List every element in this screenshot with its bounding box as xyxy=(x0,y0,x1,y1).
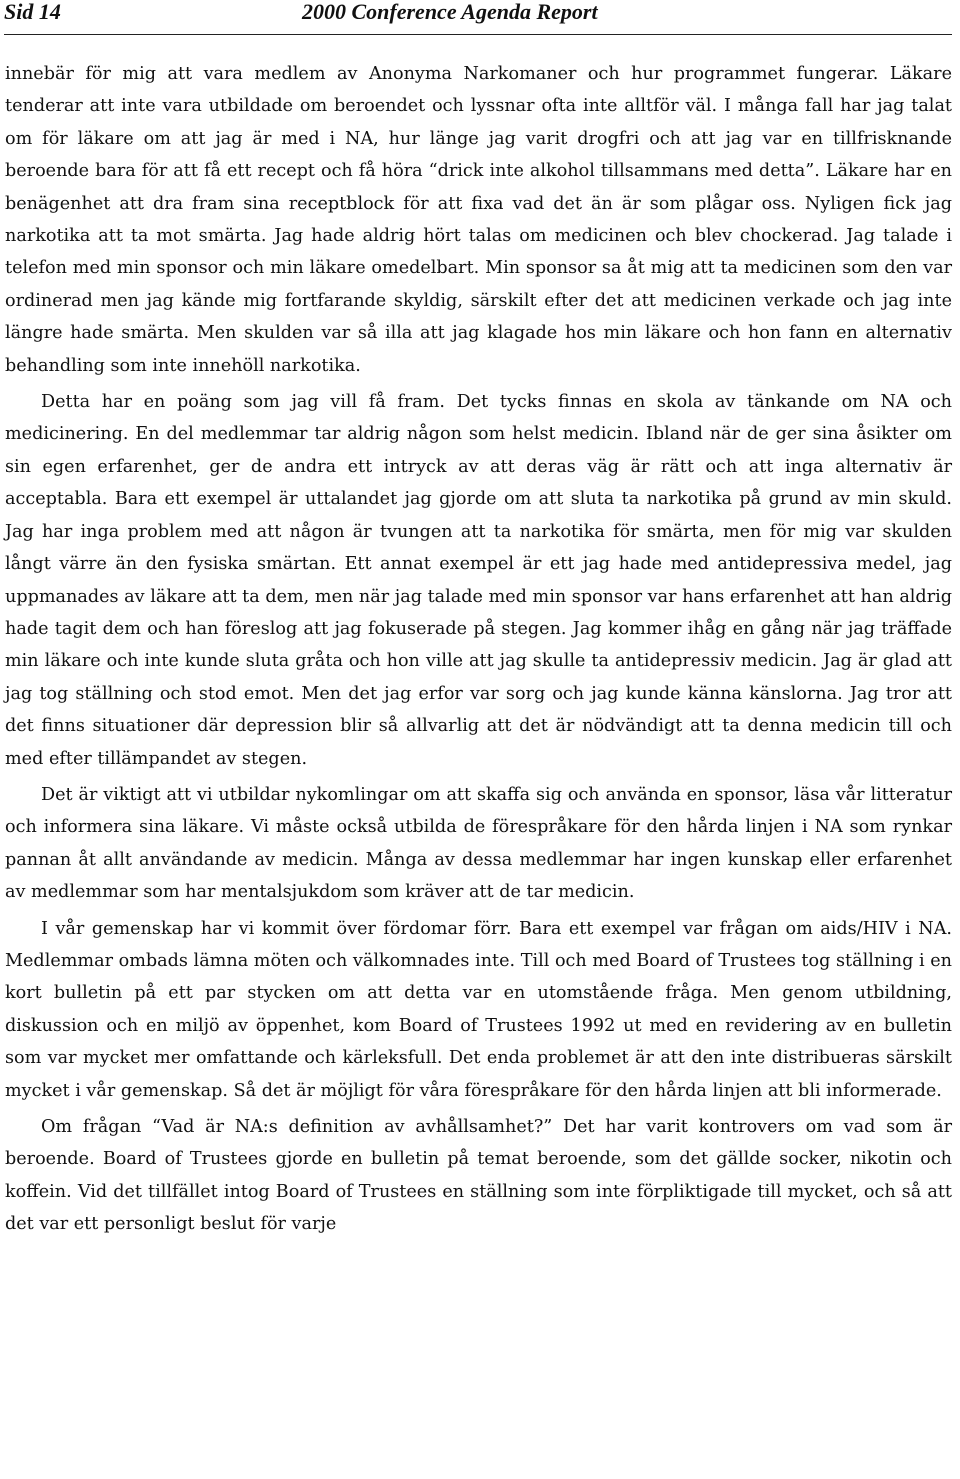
header-rule xyxy=(4,34,952,35)
paragraph: Om frågan “Vad är NA:s definition av avhållsamhet?” Det har varit kontrovers om vad som är beroende. Board of Trustees gjorde en bulletin på temat beroende, som det gällde socker, nikotin och koffein. Vid det tillfället intog Board of Trustees en ställning som inte förpliktigade till mycket, och så att det var ett personligt beslut för varje xyxy=(5,1117,952,1235)
paragraph: innebär för mig att vara medlem av Anonyma Narkomaner och hur programmet fungerar. Läkare tenderar att inte vara utbildade om beroendet och lyssnar ofta inte alltför väl. I många fall har jag talat om för läkare om att jag är med i NA, hur länge jag varit drogfri och att jag var en tillfrisknande beroende bara för att få ett recept och få höra “drick inte alkohol tillsammans med detta”. Läkare har en benägenhet att dra fram sina receptblock för att fixa vad det än är som plågar oss. Nyligen fick jag narkotika att ta mot smärta. Jag hade aldrig hört talas om medicinen och blev chockerad. Jag talade i telefon med min sponsor och min läkare omedelbart. Min sponsor sa åt mig att ta medicinen som den var ordinerad men jag kände mig fortfarande skyldig, särskilt efter det att medicinen verkade och jag inte längre hade smärta. Men skulden var så illa att jag klagade hos min läkare och hon fann en alternativ behandling som inte innehöll narkotika. xyxy=(5,64,952,376)
paragraph: Det är viktigt att vi utbildar nykomlingar om att skaffa sig och använda en sponsor, läsa vår litteratur och informera sina läkare. Vi måste också utbilda de förespråkare för den hårda linjen i NA som rynkar pannan åt allt användande av medicin. Många av dessa medlemmar har ingen kunskap eller erfarenhet av medlemmar som har mentalsjukdom som kräver att de tar medicin. xyxy=(5,784,952,903)
body-text xyxy=(5,58,952,1245)
paragraph: I vår gemenskap har vi kommit över fördomar förr. Bara ett exempel var frågan om aids/HIV i NA. Medlemmar ombads lämna möten och välkomnades inte. Till och med Board of Trustees tog ställning i en kort bulletin på ett par stycken om att detta var en utomstående fråga. Men genom utbildning, diskussion och en miljö av öppenhet, kom Board of Trustees 1992 ut med en revidering av en bulletin som var mycket mer omfattande och kärleksfull. Det enda problemet är att den inte distribueras särskilt mycket i vår gemenskap. Så det är möjligt för våra förespråkare för den hårda linjen att bli informerade. xyxy=(5,918,952,1101)
running-title: 2000 Conference Agenda Report xyxy=(302,0,598,24)
paragraph: Detta har en poäng som jag vill få fram. Det tycks finnas en skola av tänkande om NA och medicinering. En del medlemmar tar aldrig någon som helst medicin. Ibland när de ger sina åsikter om sin egen erfarenhet, ger de andra ett intryck av att deras väg är rätt och att inga alternativ är acceptabla. Bara ett exempel är uttalandet jag gjorde om att sluta ta narkotika på grund av min skuld. Jag har inga problem med att någon är tvungen att ta narkotika för smärta, men för mig var skulden långt värre än den fysiska smärtan. Ett annat exempel är ett jag hade med antidepressiva medel, jag uppmanades av läkare att ta dem, men när jag talade med min sponsor var hans erfarenhet att han aldrig hade tagit dem och han föreslog att jag fokuserade på stegen. Jag kommer ihåg en gång när jag träffade min läkare och inte kunde sluta gråta och hon ville att jag skulle ta antidepressiv medicin. Jag är glad att jag tog ställning och stod emot. Men det jag erfor var sorg och jag kunde känna känslorna. Jag tror att det finns situationer där depression blir så allvarlig att det är nödvändigt att ta denna medicin till och med efter tillämpandet av stegen. xyxy=(5,392,952,769)
page-number: Sid 14 xyxy=(4,0,61,24)
page-header xyxy=(4,0,954,28)
